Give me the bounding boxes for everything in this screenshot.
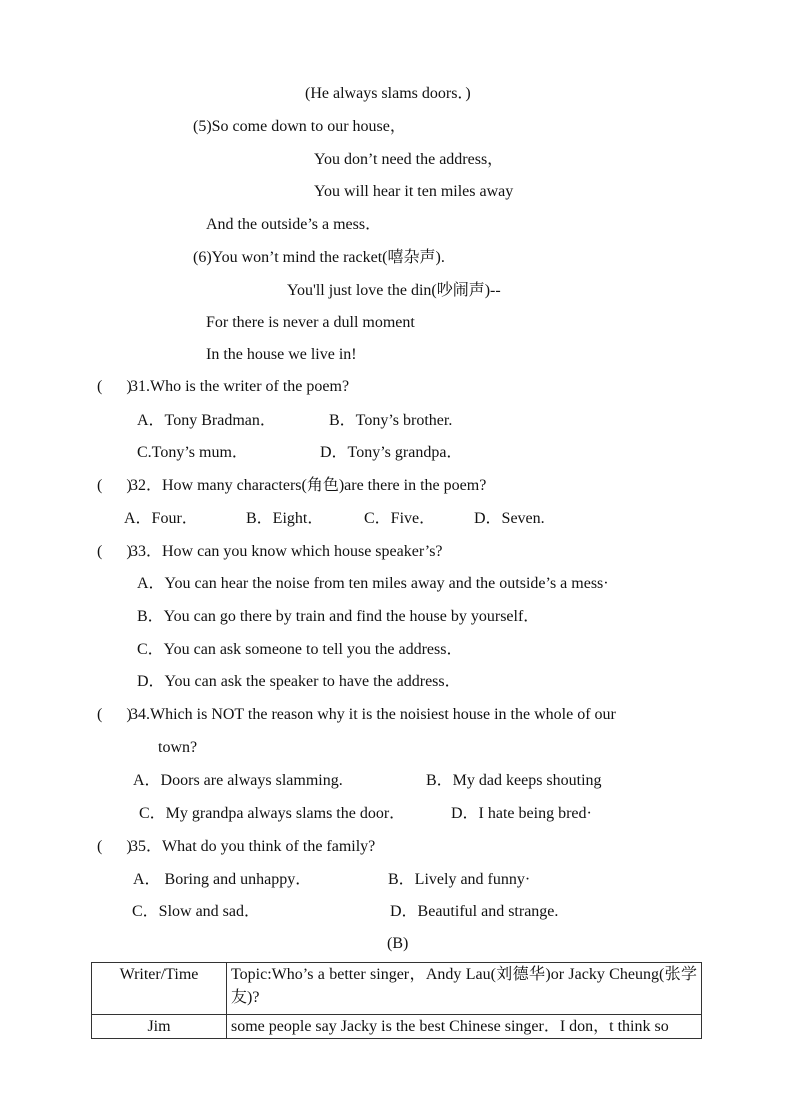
option-d: D．I hate being bred· bbox=[451, 805, 592, 822]
section-heading: (B) bbox=[387, 935, 409, 952]
option-a: A．Doors are always slamming. bbox=[133, 772, 343, 789]
answer-bracket[interactable]: ( ) bbox=[97, 378, 132, 395]
table-cell-writer: Jim bbox=[92, 1015, 227, 1039]
answer-bracket[interactable]: ( ) bbox=[97, 838, 132, 855]
option-c: C．My grandpa always slams the door． bbox=[139, 805, 406, 822]
option-d: D．Beautiful and strange. bbox=[390, 903, 559, 920]
poem-line: (He always slams doors．) bbox=[305, 85, 471, 102]
poem-line: You don’t need the address， bbox=[314, 151, 504, 168]
opinion-table bbox=[91, 962, 702, 1039]
poem-line: In the house we live in! bbox=[206, 346, 357, 363]
option-d: D．You can ask the speaker to have the address． bbox=[137, 673, 461, 690]
question-stem: 31.Who is the writer of the poem? bbox=[130, 378, 350, 395]
table-cell-comment: some people say Jacky is the best Chinese singer．I don，t think so bbox=[227, 1015, 702, 1039]
table-cell-writer-time: Writer/Time bbox=[92, 963, 227, 1015]
option-b: B．Tony’s brother. bbox=[329, 412, 453, 429]
option-b: B．You can go there by train and find the house by yourself． bbox=[137, 608, 540, 625]
answer-bracket[interactable]: ( ) bbox=[97, 543, 132, 560]
option-c: C．Five． bbox=[364, 510, 436, 527]
option-a: A．Four． bbox=[124, 510, 198, 527]
option-a: A．Tony Bradman． bbox=[137, 412, 276, 429]
question-stem: 34.Which is NOT the reason why it is the noisiest house in the whole of our bbox=[130, 706, 616, 723]
poem-line: (5)So come down to our house， bbox=[193, 118, 406, 135]
poem-line: (6)You won’t mind the racket(嘻杂声). bbox=[193, 249, 445, 266]
question-stem: 32．How many characters(角色)are there in the poem? bbox=[130, 477, 487, 494]
option-c: C.Tony’s mum． bbox=[137, 444, 248, 461]
table-row bbox=[92, 1015, 702, 1039]
poem-line: For there is never a dull moment bbox=[206, 314, 415, 331]
option-d: D．Tony’s grandpa． bbox=[320, 444, 463, 461]
option-d: D．Seven. bbox=[474, 510, 545, 527]
answer-bracket[interactable]: ( ) bbox=[97, 477, 132, 494]
question-stem: 35．What do you think of the family? bbox=[130, 838, 376, 855]
poem-line: You'll just love the din(吵闹声)-- bbox=[287, 282, 501, 299]
table-cell-topic: Topic:Who’s a better singer，Andy Lau(刘德华)or Jacky Cheung(张学友)? bbox=[227, 963, 702, 1015]
option-b: B．Lively and funny· bbox=[388, 871, 531, 888]
table-header-row bbox=[92, 963, 702, 1015]
option-b: B．My dad keeps shouting bbox=[426, 772, 602, 789]
option-c: C．Slow and sad． bbox=[132, 903, 261, 920]
option-b: B．Eight． bbox=[246, 510, 324, 527]
option-a: A． Boring and unhappy． bbox=[133, 871, 312, 888]
question-stem: 33．How can you know which house speaker’s? bbox=[130, 543, 443, 560]
option-c: C．You can ask someone to tell you the address． bbox=[137, 641, 463, 658]
option-a: A．You can hear the noise from ten miles away and the outside’s a mess· bbox=[137, 575, 609, 592]
poem-line: You will hear it ten miles away bbox=[314, 183, 514, 200]
poem-line: And the outside’s a mess． bbox=[206, 216, 382, 233]
question-stem-continued: town? bbox=[158, 739, 198, 756]
answer-bracket[interactable]: ( ) bbox=[97, 706, 132, 723]
